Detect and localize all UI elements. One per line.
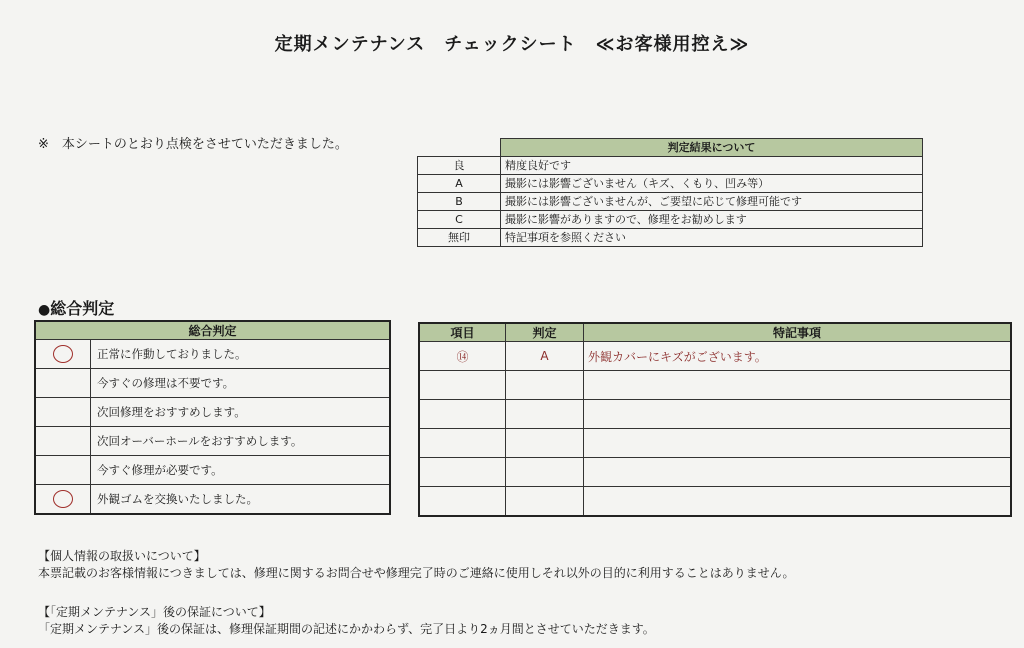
legend-code: 良 [418,156,501,174]
check-cell [35,427,91,456]
warranty-title: 【「定期メンテナンス」後の保証について】 [38,605,271,619]
overall-judgement-table [34,320,391,515]
remarks-cell [584,487,1012,517]
check-cell [35,369,91,398]
judgement-cell [506,458,584,487]
remarks-cell [584,371,1012,400]
privacy-notice [38,548,795,582]
remarks-cell [584,429,1012,458]
judgement-cell [506,487,584,517]
table-row [419,400,1011,429]
judgement-cell [506,371,584,400]
overall-label: 今すぐの修理は不要です。 [91,369,391,398]
legend-code: C [418,210,501,228]
overall-row [35,340,390,369]
overall-label: 今すぐ修理が必要です。 [91,456,391,485]
legend-code: 無印 [418,228,501,246]
judgement-cell [506,400,584,429]
items-header-judgement: 判定 [506,323,584,342]
overall-label: 外観ゴムを交換いたしました。 [91,485,391,515]
check-circle-icon [53,345,73,363]
overall-label: 正常に作動しておりました。 [91,340,391,369]
items-header-remarks: 特記事項 [584,323,1012,342]
privacy-title: 【個人情報の取扱いについて】 [38,549,206,563]
remarks-cell [584,400,1012,429]
overall-label: 次回修理をおすすめします。 [91,398,391,427]
overall-label: 次回オーバーホールをおすすめします。 [91,427,391,456]
legend-code: B [418,192,501,210]
overall-row [35,369,390,398]
legend-row [418,156,923,174]
table-row [419,342,1011,371]
table-row [419,458,1011,487]
judgement-cell [506,429,584,458]
check-cell [35,340,91,369]
legend-desc: 精度良好です [501,156,923,174]
overall-header: 総合判定 [35,321,390,340]
warranty-text: 「定期メンテナンス」後の保証は、修理保証期間の記述にかかわらず、完了日より2ヵ月間とさせていただきます。 [38,622,655,636]
item-cell [419,458,506,487]
item-cell [419,400,506,429]
legend-table [417,138,923,247]
item-cell [419,487,506,517]
item-cell: ⑭ [419,342,506,371]
legend-desc: 特記事項を参照ください [501,228,923,246]
overall-row [35,427,390,456]
legend-row [418,210,923,228]
table-row [419,487,1011,517]
privacy-text: 本票記載のお客様情報につきましては、修理に関するお問合せや修理完了時のご連絡に使用しそれ以外の目的に利用することはありません。 [38,566,795,580]
legend-row [418,228,923,246]
overall-row [35,485,390,515]
overall-row [35,456,390,485]
bullet-icon: ● [38,302,51,318]
legend-row [418,174,923,192]
items-header-item: 項目 [419,323,506,342]
remarks-cell: 外観カバーにキズがございます。 [584,342,1012,371]
legend-header: 判定結果について [501,139,923,157]
legend-desc: 撮影に影響がありますので、修理をお勧めします [501,210,923,228]
overall-row [35,398,390,427]
check-cell [35,398,91,427]
legend-row [418,192,923,210]
legend-desc: 撮影には影響ございませんが、ご要望に応じて修理可能です [501,192,923,210]
legend-desc: 撮影には影響ございません（キズ、くもり、凹み等） [501,174,923,192]
check-cell [35,485,91,515]
section-title-text: 総合判定 [50,299,115,318]
check-circle-icon [53,490,73,508]
item-cell [419,429,506,458]
table-row [419,371,1011,400]
items-table [418,322,1012,517]
judgement-cell: A [506,342,584,371]
remarks-cell [584,458,1012,487]
check-cell [35,456,91,485]
inspection-note: ※ 本シートのとおり点検をさせていただきました。 [38,137,348,152]
legend-code: A [418,174,501,192]
table-row [419,429,1011,458]
warranty-notice [38,604,655,638]
section-title [38,296,114,319]
item-cell [419,371,506,400]
page-title: 定期メンテナンス チェックシート ≪お客様用控え≫ [274,34,750,55]
